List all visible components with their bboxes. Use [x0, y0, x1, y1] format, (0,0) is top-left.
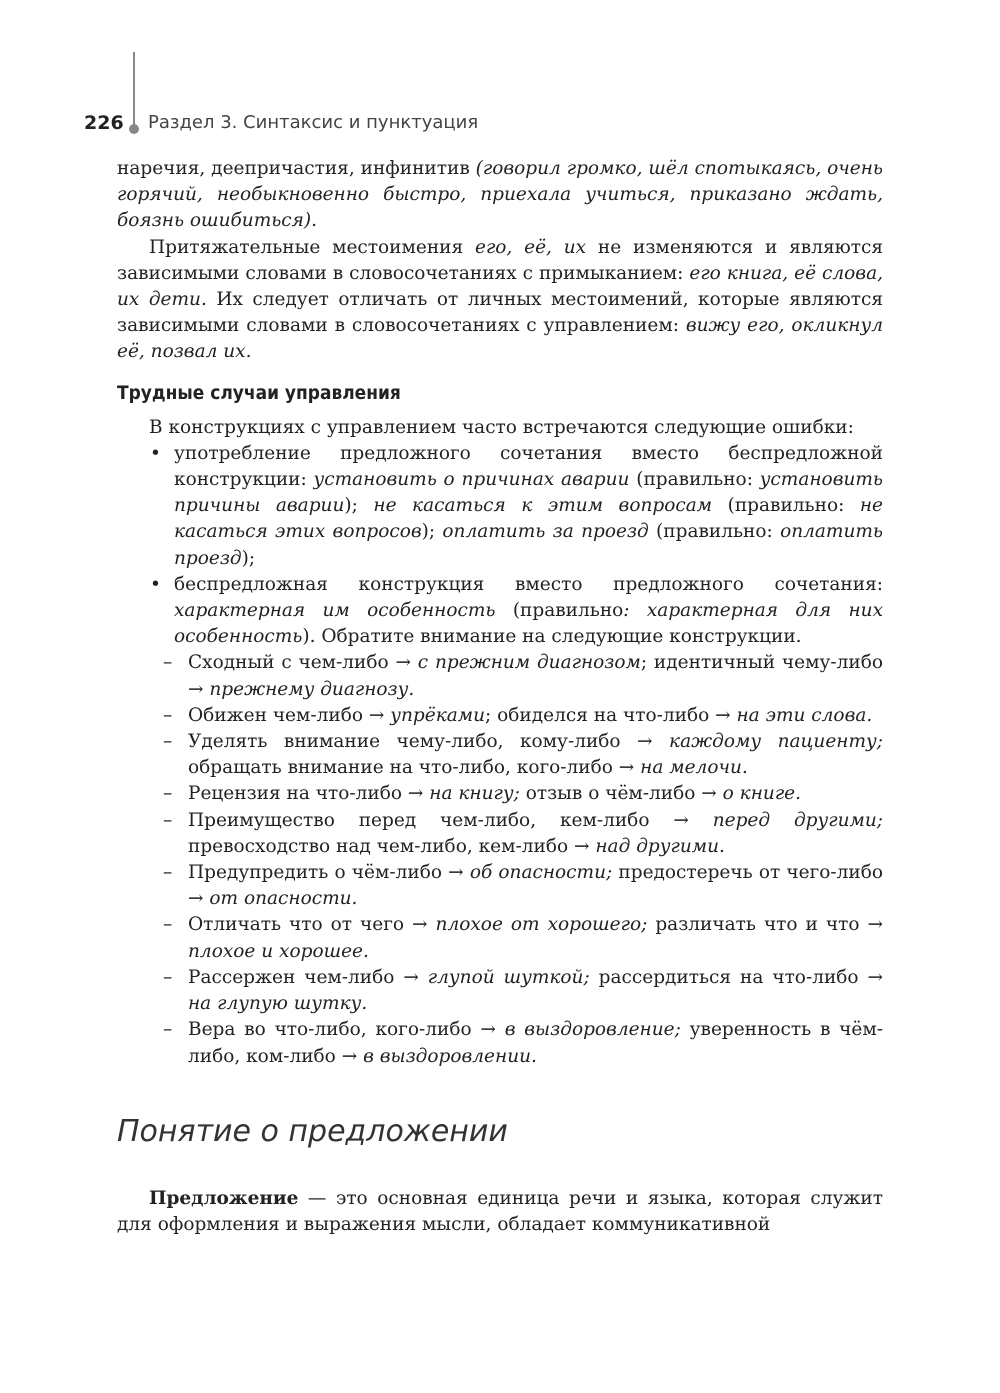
- dash-item: – Уделять внимание чему-либо, кому-либо → каждому пациенту; обращать внимание на что-либо, кого-либо → на мелочи.: [117, 729, 883, 781]
- page-content: [117, 156, 883, 1238]
- header-rule: [133, 52, 135, 128]
- dash-item: – Рассержен чем-либо → глупой шуткой; рассердиться на что-либо → на глупую шутку.: [117, 965, 883, 1017]
- dash-item: – Сходный с чем-либо → с прежним диагнозом; идентичный чему-либо → прежнему диагнозу.: [117, 650, 883, 702]
- dash-item: – Вера во что-либо, кого-либо → в выздоровление; уверенность в чём-либо, ком-либо → в выздоровлении.: [117, 1017, 883, 1069]
- paragraph-possessive-pronouns: Притяжательные местоимения его, её, их не изменяются и являются зависимыми словами в словосочетаниях с примыканием: его книга, её слова, их дети. Их следует отличать от личных местоимений, которые являются зависимыми словами в словосочетаниях с управлением: вижу его, окликнул её, позвал их.: [117, 236, 884, 363]
- bullet-list: [117, 441, 883, 651]
- header-rule-dot: [129, 124, 139, 134]
- paragraph-1: наречия, деепричастия, инфинитив (говорил громко, шёл спотыкаясь, очень горячий, необыкновенно быстро, приехала учиться, приказано ждать, боязнь ошибиться).: [117, 158, 884, 232]
- section-title: Раздел 3. Синтаксис и пунктуация: [148, 112, 479, 133]
- dash-item: – Преимущество перед чем-либо, кем-либо → перед другими; превосходство над чем-либо, кем-либо → над другими.: [117, 808, 883, 860]
- bullet-item: • беспредложная конструкция вместо предложного сочетания: характерная им особенность (правильно: характерная для них особенность). Обратите внимание на следующие конструкции.: [117, 572, 883, 651]
- dash-item: – Рецензия на что-либо → на книгу; отзыв о чём-либо → о книге.: [117, 781, 883, 807]
- dash-list: [117, 650, 883, 1069]
- subheading: Трудные случаи управления: [117, 382, 401, 404]
- bullet-item: • употребление предложного сочетания вместо беспредложной конструкции: установить о причинах аварии (правильно: установить причины аварии); не касаться к этим вопросам (правильно: не касаться этих вопросов); оплатить за проезд (правильно: оплатить проезд);: [117, 441, 883, 572]
- dash-item: – Обижен чем-либо → упрёками; обиделся на что-либо → на эти слова.: [117, 703, 883, 729]
- definition-paragraph: Предложение — это основная единица речи и языка, которая служит для оформления и выражения мысли, обладает коммуникативной: [117, 1187, 883, 1235]
- section-heading: Понятие о предложении: [117, 1113, 508, 1149]
- intro-paragraph: В конструкциях с управлением часто встречаются следующие ошибки:: [149, 416, 854, 438]
- dash-item: – Предупредить о чём-либо → об опасности; предостеречь от чего-либо → от опасности.: [117, 860, 883, 912]
- page-number: 226: [84, 112, 124, 134]
- dash-item: – Отличать что от чего → плохое от хорошего; различать что и что → плохое и хорошее.: [117, 912, 883, 964]
